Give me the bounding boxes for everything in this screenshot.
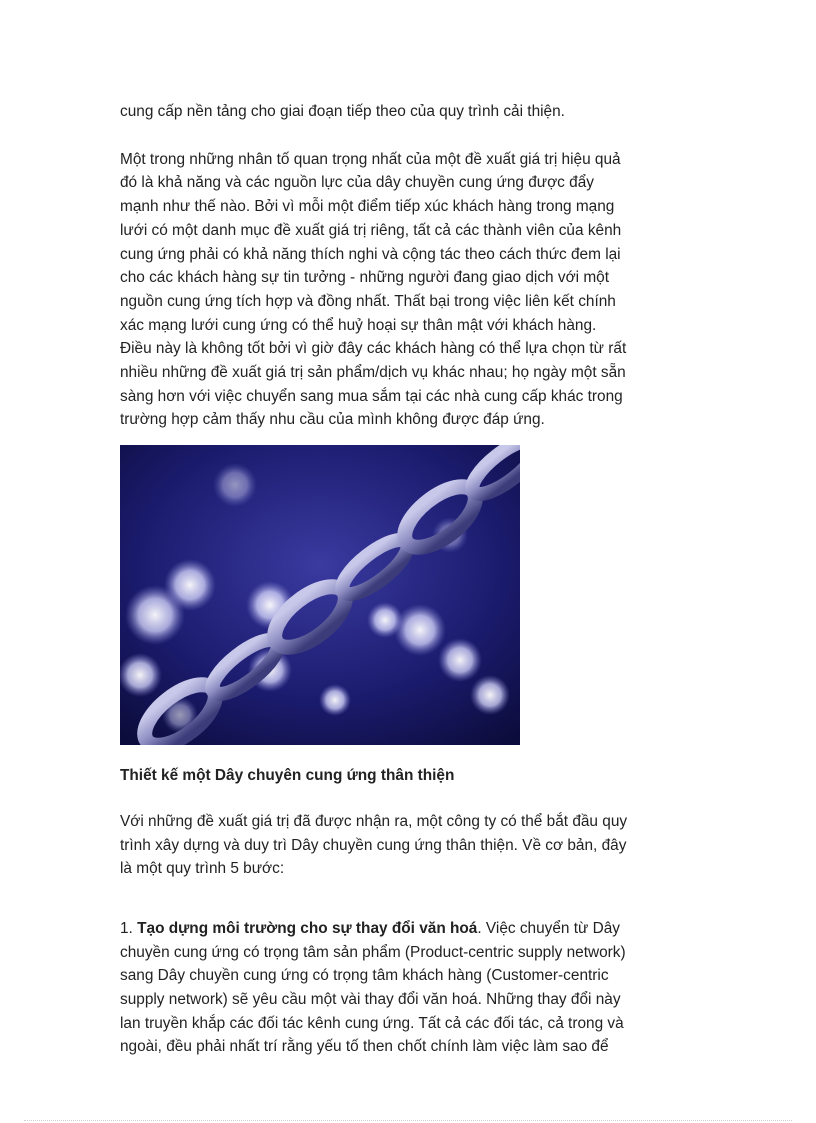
text-line: trình xây dựng và duy trì Dây chuyền cung ứng thân thiện. Về cơ bản, đây xyxy=(120,836,627,854)
chain-links-photo xyxy=(120,445,520,745)
text-line: Một trong những nhân tố quan trọng nhất của một đề xuất giá trị hiệu quả xyxy=(120,150,621,168)
text-line: cung cấp nền tảng cho giai đoạn tiếp theo của quy trình cải thiện. xyxy=(120,103,565,120)
text-line: ngoài, đều phải nhất trí rằng yếu tố then chốt chính làm việc làm sao để xyxy=(120,1038,609,1056)
text-line: chuyền cung ứng có trọng tâm sản phẩm (Product-centric supply network) xyxy=(120,943,626,961)
text-line: supply network) sẽ yêu cầu một vài thay đổi văn hoá. Những thay đổi này xyxy=(120,991,621,1009)
text-line: lan truyền khắp các đối tác kênh cung ứng. Tất cả các đối tác, cả trong và xyxy=(120,1014,624,1032)
paragraph-value-proposition xyxy=(120,148,700,432)
text-line: nhiều những đề xuất giá trị sản phẩm/dịch vụ khác nhau; họ ngày một sẵn xyxy=(120,364,626,382)
paragraph-intro xyxy=(120,100,700,124)
text-line xyxy=(120,917,700,941)
section-heading: Thiết kế một Dây chuyên cung ứng thân thiện xyxy=(120,767,455,785)
text-line: nguồn cung ứng tích hợp và đồng nhất. Thất bại trong việc liên kết chính xyxy=(120,292,616,310)
text-line: mạnh như thế nào. Bởi vì mỗi một điểm tiếp xúc khách hàng trong mạng xyxy=(120,198,615,216)
text-line: cho các khách hàng sự tin tưởng - những người đang giao dịch với một xyxy=(120,269,610,287)
text-line: lưới có một danh mục đề xuất giá trị riêng, tất cả các thành viên của kênh xyxy=(120,221,622,239)
text-line: là một quy trình 5 bước: xyxy=(120,860,285,878)
text-line: sàng hơn với việc chuyển sang mua sắm tại các nhà cung cấp khác trong xyxy=(120,387,623,405)
text-line: đó là khả năng và các nguồn lực của dây chuyền cung ứng được đẩy xyxy=(120,174,594,192)
page-bottom-divider xyxy=(24,1120,792,1121)
text-line: sang Dây chuyền cung ứng có trọng tâm khách hàng (Customer-centric xyxy=(120,967,609,985)
paragraph-steps-intro xyxy=(120,810,700,881)
text-line: cung ứng phải có khả năng thích nghi và cộng tác theo cách thức đem lại xyxy=(120,245,621,263)
paragraph-step-1 xyxy=(120,917,700,1059)
text-line: xác mạng lưới cung ứng có thể huỷ hoại sự thân mật với khách hàng. xyxy=(120,316,597,334)
document-page xyxy=(120,100,700,1059)
text-line: Với những đề xuất giá trị đã được nhận ra, một công ty có thể bắt đầu quy xyxy=(120,812,628,830)
step-first-line-rest: . Việc chuyển từ Dây xyxy=(477,919,620,937)
text-line: trường hợp cảm thấy nhu cầu của mình không được đáp ứng. xyxy=(120,411,545,429)
step-number: 1. xyxy=(120,919,138,937)
step-title: Tạo dựng môi trường cho sự thay đổi văn hoá xyxy=(137,919,478,937)
text-line: Điều này là không tốt bởi vì giờ đây các khách hàng có thể lựa chọn từ rất xyxy=(120,340,627,358)
